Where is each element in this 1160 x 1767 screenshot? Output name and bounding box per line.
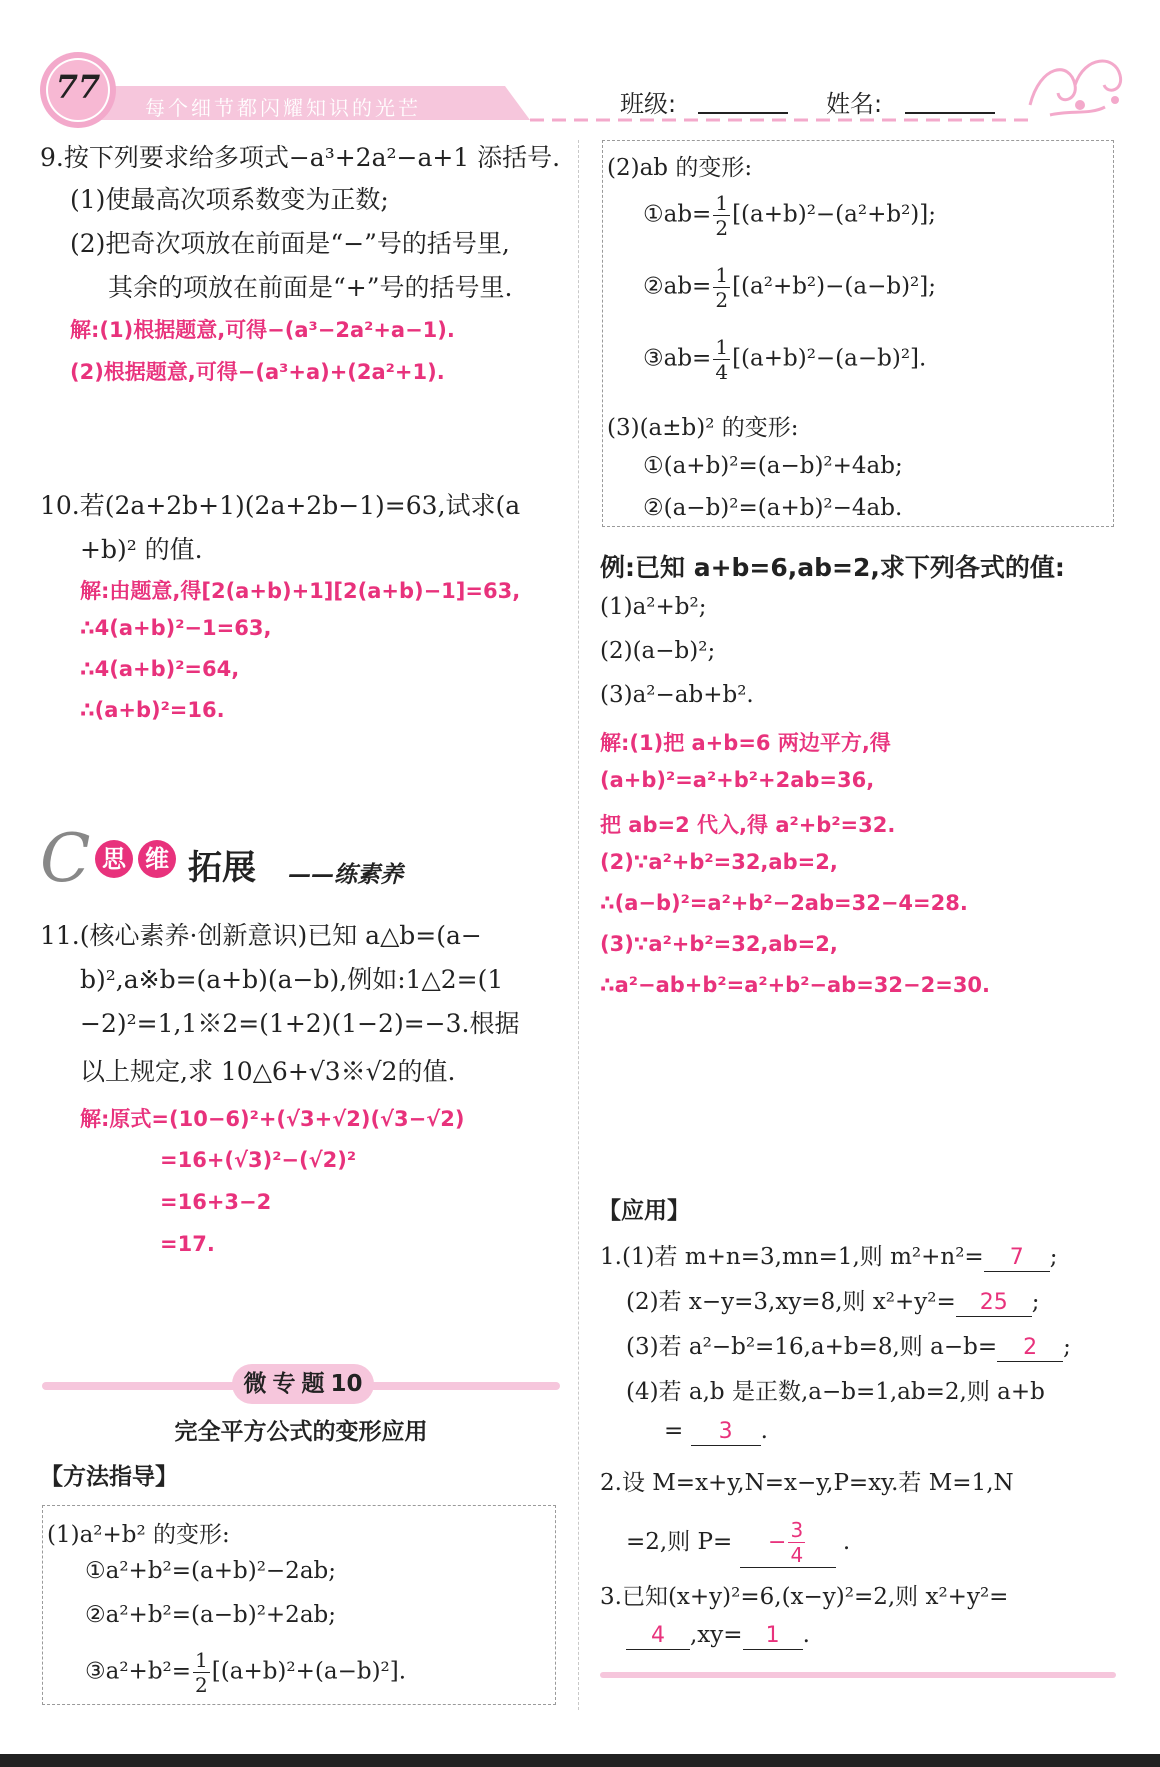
topic-pill: [232, 1364, 374, 1404]
apply-heading: 【应用】: [598, 1198, 690, 1224]
box2-formula-4: ①(a+b)²=(a−b)²+4ab;: [643, 453, 903, 479]
name-label: 姓名:: [826, 90, 883, 118]
box1-formula-1: ①a²+b²=(a+b)²−2ab;: [85, 1558, 337, 1584]
q10-solution-2: ∴4(a+b)²−1=63,: [80, 616, 272, 640]
apply-1-4b: = 3 .: [664, 1418, 768, 1444]
apply-1-3: (3)若 a²−b²=16,a+b=8,则 a−b= 2 ;: [626, 1334, 1071, 1360]
box2-formula-3: ③ab= $\frac{1}{4}$ [(a+b)²−(a−b)²].: [643, 335, 927, 384]
q10-solution-3: ∴4(a+b)²=64,: [80, 657, 240, 681]
fraction: $\frac{1}{2}$: [195, 1648, 208, 1697]
section-badge-2: 维: [138, 840, 176, 878]
topic-label: 微专题: [243, 1371, 331, 1397]
answer-blank[interactable]: 2: [997, 1335, 1063, 1362]
box2-formula-5: ②(a−b)²=(a+b)²−4ab.: [643, 495, 903, 521]
box1-formula-2: ②a²+b²=(a−b)²+2ab;: [85, 1602, 337, 1628]
apply-1-1: 1.(1)若 m+n=3,mn=1,则 m²+n²= 7 ;: [600, 1244, 1058, 1270]
apply-1-4: (4)若 a,b 是正数,a−b=1,ab=2,则 a+b: [626, 1379, 1045, 1405]
q9-part2a: (2)把奇次项放在前面是“−”号的括号里,: [70, 229, 510, 258]
class-field[interactable]: [698, 112, 788, 114]
example-solution-2: (a+b)²=a²+b²+2ab=36,: [600, 768, 875, 792]
column-divider: [578, 140, 579, 1710]
example-solution-6: (3)∵a²+b²=32,ab=2,: [600, 932, 838, 956]
example-solution-3: 把 ab=2 代入,得 a²+b²=32.: [600, 813, 896, 837]
name-field[interactable]: [905, 112, 995, 114]
fraction: $\frac{1}{2}$: [715, 191, 729, 240]
fraction: $\frac{1}{4}$: [715, 335, 729, 384]
apply-3-2: 4 ,xy= 1 .: [626, 1622, 810, 1650]
box2-formula-1: ①ab= $\frac{1}{2}$ [(a+b)²−(a²+b²)];: [643, 191, 936, 240]
box2-title: (2)ab 的变形:: [607, 155, 753, 181]
answer-blank[interactable]: 25: [956, 1290, 1032, 1317]
example-part-1: (1)a²+b²;: [600, 594, 707, 620]
formula-box-1: [42, 1505, 556, 1705]
box1-formula-3: ③a²+b²= $\frac{1}{2}$ [(a+b)²+(a−b)²].: [85, 1648, 407, 1697]
apply-1-2: (2)若 x−y=3,xy=8,则 x²+y²= 25 ;: [626, 1289, 1040, 1315]
q11-solution-1: 解:原式=(10−6)²+(√3+√2)(√3−√2): [80, 1107, 465, 1131]
apply-2-1: 2.设 M=x+y,N=x−y,P=xy.若 M=1,N: [600, 1470, 1014, 1496]
answer-blank[interactable]: 3: [691, 1419, 761, 1446]
q9-part2b: 其余的项放在前面是“+”号的括号里.: [108, 273, 513, 302]
q11-line-1: 11.(核心素养·创新意识)已知 a△b=(a−: [40, 921, 482, 950]
answer-blank[interactable]: 1: [743, 1623, 803, 1650]
answer-blank[interactable]: 4: [626, 1623, 690, 1650]
class-label: 班级:: [620, 90, 677, 118]
box1-title: (1)a²+b² 的变形:: [47, 1522, 230, 1548]
box2-title-3: (3)(a±b)² 的变形:: [607, 415, 799, 441]
apply-2-2: =2,则 P= − $\frac{3}{4}$ .: [626, 1518, 851, 1567]
page-header: [0, 40, 1160, 130]
q11-solution-4: =17.: [160, 1232, 215, 1256]
formula-box-2: [602, 140, 1114, 527]
fraction: $\frac{3}{4}$: [790, 1518, 804, 1567]
section-c-heading: [40, 820, 540, 897]
bottom-rule: [600, 1672, 1116, 1678]
answer-blank[interactable]: 7: [984, 1245, 1050, 1272]
example-solution-7: ∴a²−ab+b²=a²+b²−ab=32−2=30.: [600, 973, 991, 997]
q10-stem-1: 10.若(2a+2b+1)(2a+2b−1)=63,试求(a: [40, 491, 521, 520]
section-badge-1: 思: [95, 840, 133, 878]
flower-ornament-icon: [1020, 45, 1130, 125]
q9-solution-1: 解:(1)根据题意,可得−(a³−2a²+a−1).: [70, 318, 455, 342]
example-stem: 例:已知 a+b=6,ab=2,求下列各式的值:: [600, 553, 1065, 582]
topic-title: 完全平方公式的变形应用: [174, 1419, 428, 1445]
q9-stem: 9.按下列要求给多项式−a³+2a²−a+1 添括号.: [40, 143, 561, 172]
page-number: 77: [55, 68, 101, 106]
section-title: 拓展: [188, 848, 256, 888]
apply-3-1: 3.已知(x+y)²=6,(x−y)²=2,则 x²+y²=: [600, 1584, 1009, 1610]
q11-line-4: 以上规定,求 10△6+√3※√2的值.: [80, 1057, 456, 1086]
bottom-bar: [0, 1754, 1160, 1767]
example-solution-1: 解:(1)把 a+b=6 两边平方,得: [600, 731, 891, 755]
q11-line-2: b)²,a※b=(a+b)(a−b),例如:1△2=(1: [80, 965, 504, 994]
q9-part1: (1)使最高次项系数变为正数;: [70, 185, 389, 214]
q10-solution-1: 解:由题意,得[2(a+b)+1][2(a+b)−1]=63,: [80, 579, 521, 603]
example-part-2: (2)(a−b)²;: [600, 638, 716, 664]
q10-stem-2: +b)² 的值.: [80, 535, 203, 564]
box2-formula-2: ②ab= $\frac{1}{2}$ [(a²+b²)−(a−b)²];: [643, 263, 936, 312]
example-solution-5: ∴(a−b)²=a²+b²−2ab=32−4=28.: [600, 891, 968, 915]
example-solution-4: (2)∵a²+b²=32,ab=2,: [600, 850, 838, 874]
example-part-3: (3)a²−ab+b².: [600, 682, 754, 708]
section-subtitle: ——练素养: [288, 861, 403, 888]
q11-solution-2: =16+(√3)²−(√2)²: [160, 1148, 357, 1172]
header-slogan: 每个细节都闪耀知识的光芒: [145, 96, 421, 120]
q11-line-3: −2)²=1,1※2=(1+2)(1−2)=−3.根据: [80, 1009, 520, 1038]
answer-blank[interactable]: − $\frac{3}{4}$: [740, 1518, 836, 1568]
q9-solution-2: (2)根据题意,可得−(a³+a)+(2a²+1).: [70, 360, 445, 384]
topic-banner: [42, 1362, 560, 1406]
section-letter: C: [40, 820, 91, 897]
q11-solution-3: =16+3−2: [160, 1190, 272, 1214]
method-heading: 【方法指导】: [40, 1464, 178, 1490]
topic-number: 10: [330, 1371, 363, 1397]
fraction: $\frac{1}{2}$: [715, 263, 729, 312]
q10-solution-4: ∴(a+b)²=16.: [80, 698, 225, 722]
